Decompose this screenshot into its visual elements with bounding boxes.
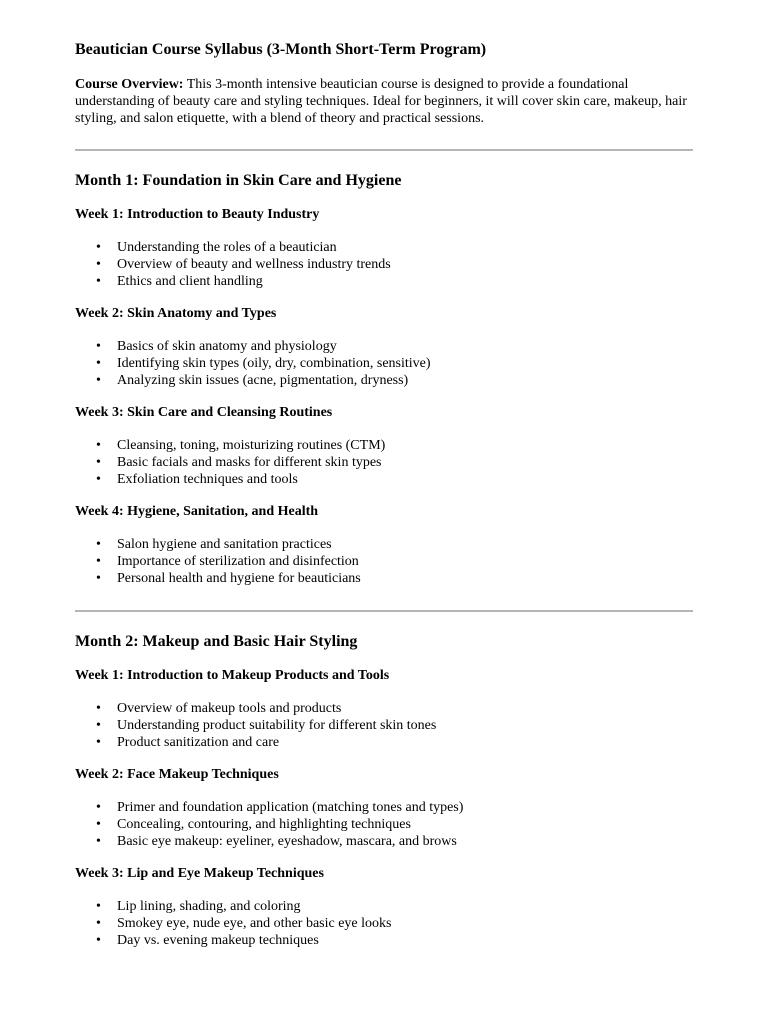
section-divider bbox=[75, 610, 693, 612]
list-item-text: Primer and foundation application (matching tones and types) bbox=[117, 800, 464, 815]
topic-list bbox=[75, 898, 693, 949]
bullet-icon: • bbox=[96, 899, 101, 914]
list-item-text: Lip lining, shading, and coloring bbox=[117, 899, 301, 914]
week-title: Week 1: Introduction to Beauty Industry bbox=[75, 207, 320, 222]
list-item bbox=[75, 833, 693, 850]
list-item-text: Concealing, contouring, and highlighting techniques bbox=[117, 817, 411, 832]
bullet-icon: • bbox=[96, 257, 101, 272]
list-item bbox=[75, 717, 693, 734]
month-title: Month 1: Foundation in Skin Care and Hygiene bbox=[75, 172, 402, 189]
week-title: Week 1: Introduction to Makeup Products and Tools bbox=[75, 668, 390, 683]
bullet-icon: • bbox=[96, 571, 101, 586]
overview-label: Course Overview: bbox=[75, 77, 184, 92]
list-item-text: Understanding the roles of a beautician bbox=[117, 240, 337, 255]
bullet-icon: • bbox=[96, 356, 101, 371]
list-item bbox=[75, 799, 693, 816]
list-item-text: Basic facials and masks for different skin types bbox=[117, 455, 382, 470]
bullet-icon: • bbox=[96, 455, 101, 470]
list-item-text: Basics of skin anatomy and physiology bbox=[117, 339, 337, 354]
section-divider bbox=[75, 149, 693, 151]
list-item bbox=[75, 816, 693, 833]
list-item-text: Product sanitization and care bbox=[117, 735, 280, 750]
month-2-section bbox=[75, 632, 693, 949]
document-title: Beautician Course Syllabus (3-Month Short-Term Program) bbox=[75, 41, 487, 58]
list-item bbox=[75, 915, 693, 932]
document-page bbox=[75, 40, 693, 949]
bullet-icon: • bbox=[96, 701, 101, 716]
week-title: Week 3: Lip and Eye Makeup Techniques bbox=[75, 866, 324, 881]
list-item-text: Cleansing, toning, moisturizing routines (CTM) bbox=[117, 438, 386, 453]
bullet-icon: • bbox=[96, 718, 101, 733]
list-item-text: Importance of sterilization and disinfection bbox=[117, 554, 359, 569]
list-item bbox=[75, 338, 693, 355]
list-item bbox=[75, 553, 693, 570]
list-item bbox=[75, 239, 693, 256]
topic-list bbox=[75, 799, 693, 850]
bullet-icon: • bbox=[96, 240, 101, 255]
list-item bbox=[75, 437, 693, 454]
bullet-icon: • bbox=[96, 817, 101, 832]
bullet-icon: • bbox=[96, 834, 101, 849]
list-item bbox=[75, 700, 693, 717]
list-item bbox=[75, 734, 693, 751]
bullet-icon: • bbox=[96, 735, 101, 750]
week-title: Week 2: Skin Anatomy and Types bbox=[75, 306, 277, 321]
list-item bbox=[75, 471, 693, 488]
list-item-text: Personal health and hygiene for beauticians bbox=[117, 571, 361, 586]
bullet-icon: • bbox=[96, 339, 101, 354]
bullet-icon: • bbox=[96, 438, 101, 453]
course-overview bbox=[75, 76, 693, 127]
month-1-section bbox=[75, 171, 693, 587]
list-item-text: Overview of beauty and wellness industry trends bbox=[117, 257, 391, 272]
list-item-text: Smokey eye, nude eye, and other basic eye looks bbox=[117, 916, 392, 931]
list-item-text: Salon hygiene and sanitation practices bbox=[117, 537, 332, 552]
topic-list bbox=[75, 239, 693, 290]
bullet-icon: • bbox=[96, 274, 101, 289]
month-title: Month 2: Makeup and Basic Hair Styling bbox=[75, 633, 358, 650]
list-item bbox=[75, 536, 693, 553]
list-item-text: Understanding product suitability for different skin tones bbox=[117, 718, 437, 733]
list-item-text: Analyzing skin issues (acne, pigmentation, dryness) bbox=[117, 373, 409, 388]
bullet-icon: • bbox=[96, 933, 101, 948]
week-title: Week 3: Skin Care and Cleansing Routines bbox=[75, 405, 333, 420]
bullet-icon: • bbox=[96, 554, 101, 569]
week-title: Week 2: Face Makeup Techniques bbox=[75, 767, 279, 782]
list-item bbox=[75, 454, 693, 471]
bullet-icon: • bbox=[96, 537, 101, 552]
bullet-icon: • bbox=[96, 800, 101, 815]
list-item bbox=[75, 256, 693, 273]
bullet-icon: • bbox=[96, 916, 101, 931]
bullet-icon: • bbox=[96, 373, 101, 388]
list-item-text: Basic eye makeup: eyeliner, eyeshadow, mascara, and brows bbox=[117, 834, 457, 849]
topic-list bbox=[75, 437, 693, 488]
list-item bbox=[75, 273, 693, 290]
topic-list bbox=[75, 536, 693, 587]
list-item bbox=[75, 372, 693, 389]
list-item-text: Identifying skin types (oily, dry, combination, sensitive) bbox=[117, 356, 431, 371]
list-item bbox=[75, 932, 693, 949]
topic-list bbox=[75, 338, 693, 389]
list-item-text: Exfoliation techniques and tools bbox=[117, 472, 298, 487]
week-title: Week 4: Hygiene, Sanitation, and Health bbox=[75, 504, 319, 519]
topic-list bbox=[75, 700, 693, 751]
list-item-text: Overview of makeup tools and products bbox=[117, 701, 342, 716]
bullet-icon: • bbox=[96, 472, 101, 487]
list-item bbox=[75, 898, 693, 915]
overview-text: This 3-month intensive beautician course is designed to provide a foundational understanding of beauty care and styling techniques. Ideal for beginners, it will cover skin care, makeup, hair styling, and salon etiquette, with a blend of theory and practical sessions. bbox=[75, 77, 687, 126]
list-item-text: Day vs. evening makeup techniques bbox=[117, 933, 319, 948]
list-item-text: Ethics and client handling bbox=[117, 274, 263, 289]
list-item bbox=[75, 355, 693, 372]
list-item bbox=[75, 570, 693, 587]
